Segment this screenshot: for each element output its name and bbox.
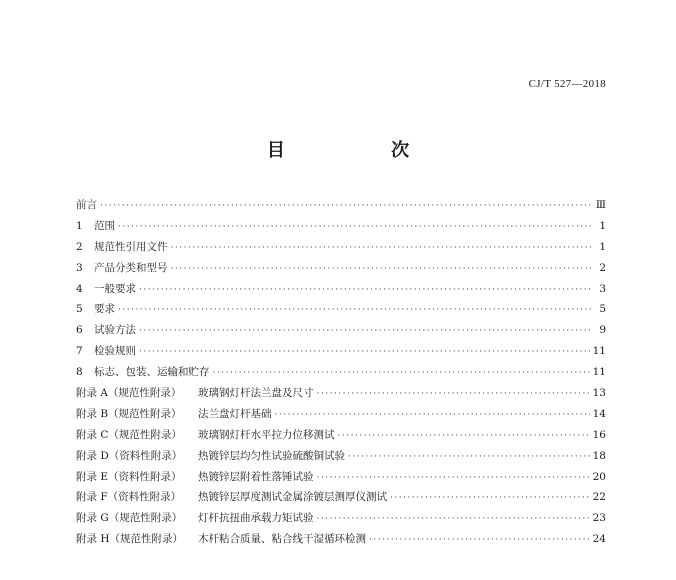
appendix-label: 附录 E（资料性附录） bbox=[76, 470, 182, 483]
toc-appendix-e[interactable] bbox=[76, 469, 606, 490]
leader-dots bbox=[213, 368, 590, 378]
toc-appendix-h[interactable] bbox=[76, 531, 606, 552]
appendix-page: 20 bbox=[592, 470, 606, 483]
appendix-page: 13 bbox=[592, 387, 606, 400]
toc-entry-2[interactable] bbox=[76, 239, 606, 260]
toc-entry-8[interactable] bbox=[76, 364, 606, 385]
leader-dots bbox=[118, 305, 593, 315]
toc-entry-5[interactable] bbox=[76, 301, 606, 322]
appendix-label: 附录 F（资料性附录） bbox=[76, 491, 182, 504]
toc-entry-title: 前言 bbox=[76, 199, 97, 211]
leader-dots bbox=[118, 222, 593, 232]
appendix-title: 玻璃钢灯杆水平拉力位移测试 bbox=[198, 428, 335, 441]
toc-title: 目 次 bbox=[266, 140, 460, 161]
appendix-page: 14 bbox=[592, 407, 606, 420]
appendix-page: 23 bbox=[592, 512, 606, 525]
leader-dots bbox=[338, 431, 590, 441]
toc-entry-7[interactable] bbox=[76, 343, 606, 364]
toc-entry-num: 6 bbox=[76, 324, 83, 337]
toc-appendix-c[interactable] bbox=[76, 427, 606, 448]
toc-entry-title: 产品分类和型号 bbox=[94, 261, 168, 274]
toc-entry-num: 2 bbox=[76, 240, 83, 253]
toc-entry-title: 要求 bbox=[94, 303, 115, 316]
standard-code: CJ/T 527—2018 bbox=[528, 78, 606, 90]
toc-entry-6[interactable] bbox=[76, 322, 606, 343]
appendix-title: 热镀锌层厚度测试金属涂镀层测厚仪测试 bbox=[198, 491, 387, 504]
toc-entry-page: 9 bbox=[599, 324, 606, 337]
appendix-page: 24 bbox=[592, 533, 606, 546]
toc-entry-title: 规范性引用文件 bbox=[94, 240, 168, 253]
toc-entry-page: 1 bbox=[599, 240, 606, 253]
toc-entry-num: 3 bbox=[76, 261, 83, 274]
toc-entry-page: 11 bbox=[592, 366, 606, 379]
toc-entry-title: 试验方法 bbox=[94, 324, 136, 337]
toc-entry-num: 1 bbox=[76, 219, 83, 232]
toc-entry-4[interactable] bbox=[76, 281, 606, 302]
toc-entry-preface[interactable] bbox=[76, 197, 606, 218]
appendix-title: 热镀锌层附着性落锤试验 bbox=[198, 470, 314, 483]
leader-dots bbox=[317, 473, 590, 483]
toc-entry-title: 标志、包装、运输和贮存 bbox=[94, 366, 210, 379]
leader-dots bbox=[139, 326, 593, 336]
toc-appendix-a[interactable] bbox=[76, 385, 606, 406]
leader-dots bbox=[317, 389, 590, 399]
toc-entry-num: 8 bbox=[76, 366, 83, 379]
appendix-title: 木杆粘合质量、粘合线干湿循环检测 bbox=[198, 533, 366, 546]
leader-dots bbox=[100, 201, 593, 211]
toc-entry-num: 7 bbox=[76, 345, 83, 358]
toc-entry-page: 11 bbox=[592, 345, 606, 358]
toc-appendix-g[interactable] bbox=[76, 510, 606, 531]
leader-dots bbox=[275, 410, 590, 420]
toc-entry-page: 1 bbox=[599, 219, 606, 232]
appendix-title: 玻璃钢灯杆法兰盘及尺寸 bbox=[198, 387, 314, 400]
appendix-page: 16 bbox=[592, 428, 606, 441]
appendix-title: 热镀锌层均匀性试验硫酸铜试验 bbox=[198, 449, 345, 462]
toc-entry-page: 2 bbox=[599, 261, 606, 274]
leader-dots bbox=[317, 514, 590, 524]
leader-dots bbox=[390, 493, 590, 503]
toc-entry-1[interactable] bbox=[76, 218, 606, 239]
toc-entry-page: 5 bbox=[599, 303, 606, 316]
toc-appendix-d[interactable] bbox=[76, 448, 606, 469]
appendix-label: 附录 B（规范性附录） bbox=[76, 407, 182, 420]
appendix-page: 18 bbox=[592, 449, 606, 462]
toc-entry-title: 范围 bbox=[94, 219, 115, 232]
appendix-label: 附录 A（规范性附录） bbox=[76, 387, 182, 400]
appendix-title: 法兰盘灯杆基础 bbox=[198, 407, 272, 420]
leader-dots bbox=[171, 264, 594, 274]
leader-dots bbox=[139, 347, 590, 357]
appendix-page: 22 bbox=[592, 491, 606, 504]
appendix-label: 附录 H（规范性附录） bbox=[76, 533, 183, 546]
leader-dots bbox=[139, 285, 593, 295]
toc-appendix-f[interactable] bbox=[76, 489, 606, 510]
toc-entry-num: 4 bbox=[76, 282, 83, 295]
appendix-label: 附录 C（规范性附录） bbox=[76, 428, 182, 441]
toc-appendix-b[interactable] bbox=[76, 406, 606, 427]
appendix-label: 附录 D（资料性附录） bbox=[76, 449, 183, 462]
toc-entry-page: 3 bbox=[599, 282, 606, 295]
toc-entry-title: 一般要求 bbox=[94, 282, 136, 295]
toc-entry-num: 5 bbox=[76, 303, 83, 316]
table-of-contents bbox=[76, 197, 606, 552]
toc-entry-title: 检验规则 bbox=[94, 345, 136, 358]
appendix-title: 灯杆抗扭曲承载力矩试验 bbox=[198, 512, 314, 525]
toc-entry-page: Ⅲ bbox=[595, 199, 606, 211]
appendix-label: 附录 G（规范性附录） bbox=[76, 512, 183, 525]
toc-entry-3[interactable] bbox=[76, 260, 606, 281]
leader-dots bbox=[369, 535, 590, 545]
leader-dots bbox=[171, 243, 594, 253]
leader-dots bbox=[348, 452, 590, 462]
